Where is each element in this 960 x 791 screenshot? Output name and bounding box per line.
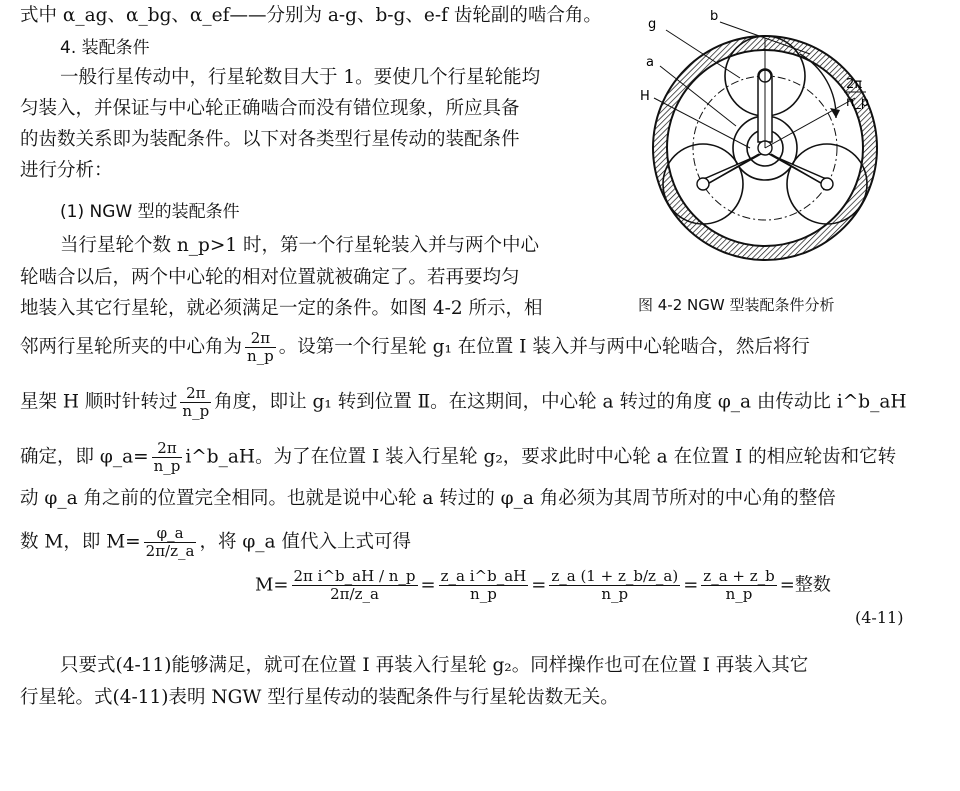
text-segment: ，将 φ_a 值代入上式可得	[199, 531, 411, 553]
paragraph-line: 的齿数关系即为装配条件。以下对各类型行星传动的装配条件	[20, 129, 520, 150]
fraction-denominator: 2π/z_a	[330, 585, 379, 603]
fraction-numerator: 2π	[180, 385, 211, 403]
text-segment: i^b_aH。为了在位置 Ⅰ 装入行星轮 g₂，要求此时中心轮 a 在位置 Ⅰ 的相应轮齿和它转	[185, 446, 897, 468]
figure-angle-numerator: 2π	[846, 77, 863, 92]
ngw-planetary-gear-figure	[640, 8, 920, 278]
equation-fraction-1	[292, 568, 418, 603]
equation-lhs: M=	[255, 574, 289, 596]
equation-fraction-4	[701, 568, 776, 603]
paragraph-line: 地装入其它行星轮，就必须满足一定的条件。如图 4-2 所示，相	[20, 298, 543, 319]
paragraph-line-carrier-rotation	[20, 385, 940, 420]
fraction-2pi-np	[152, 440, 183, 475]
paragraph-line-phi-definition	[20, 440, 940, 475]
subsection-heading-ngw: (1) NGW 型的装配条件	[60, 202, 240, 222]
section-heading-assembly: 4. 装配条件	[60, 38, 150, 58]
figure-angle-denominator: n_p	[846, 95, 869, 110]
figure-label-b: b	[710, 9, 719, 24]
fraction-denominator: n_p	[470, 585, 497, 603]
paragraph-line: 行星轮。式(4-11)表明 NGW 型行星传动的装配条件与行星轮齿数无关。	[20, 687, 619, 708]
fraction-numerator: 2π i^b_aH / n_p	[293, 567, 416, 585]
fraction-denominator: n_p	[247, 347, 274, 365]
symbol-definition-line: 式中 α_ag、α_bg、α_ef——分别为 a-g、b-g、e-f 齿轮副的啮合角。	[20, 5, 602, 26]
fraction-denominator: n_p	[601, 585, 629, 603]
fraction-numerator: φ_a	[144, 525, 197, 543]
figure-label-a: a	[646, 55, 654, 70]
fraction-denominator: n_p	[725, 585, 753, 603]
fraction-numerator: z_a + z_b	[703, 567, 775, 585]
equation-result: =整数	[779, 574, 831, 596]
text-segment: 数 M，即 M=	[20, 531, 141, 553]
paragraph-line: 只要式(4-11)能够满足，就可在位置 Ⅰ 再装入行星轮 g₂。同样操作也可在位置 Ⅰ 再装入其它	[60, 655, 809, 676]
text-segment: 确定，即 φ_a=	[20, 446, 149, 468]
fraction-numerator: 2π	[152, 440, 183, 458]
planet-pin	[821, 178, 833, 190]
figure-caption: 图 4-2 NGW 型装配条件分析	[638, 296, 835, 314]
fraction-denominator: n_p	[153, 457, 181, 475]
fraction-denominator: n_p	[182, 402, 210, 420]
equation-fraction-3	[549, 568, 680, 603]
paragraph-line: 当行星轮个数 n_p>1 时，第一个行星轮装入并与两个中心	[60, 235, 540, 256]
figure-label-H: H	[640, 89, 650, 104]
fraction-2pi-np	[180, 385, 211, 420]
fraction-denominator: 2π/z_a	[145, 542, 195, 560]
fraction-phi-over-2pi-za	[144, 525, 197, 560]
paragraph-line-m-definition	[20, 525, 940, 560]
paragraph-line: 匀装入，并保证与中心轮正确啮合而没有错位现象，所应具备	[20, 98, 520, 119]
figure-label-g: g	[648, 17, 657, 32]
text-segment: 邻两行星轮所夹的中心角为	[20, 336, 243, 358]
fraction-numerator: z_a i^b_aH	[440, 567, 527, 585]
paragraph-line: 轮啮合以后，两个中心轮的相对位置就被确定了。若再要均匀	[20, 267, 520, 288]
equation-4-11: M= $\frac{\text{2π i\textasciicircum{}b\_aH / n\_p}}{2\pi/z\_a}$ = $\frac{\text{z\_a i\textasciicircum{}b\_aH}}{n\_p}$ = $\frac{z\_a (1 + z\_b/z\_a)}{n\_p}$ = $\frac{z\_a + z\_b}{n\_p}$ =整数	[255, 567, 831, 603]
equation-number: (4-11)	[855, 608, 904, 627]
text-segment: 星架 H 顺时针转过	[20, 391, 178, 413]
paragraph-line: 进行分析：	[20, 160, 113, 181]
fraction-numerator: 2π	[245, 330, 276, 348]
paragraph-line: 动 φ_a 角之前的位置完全相同。也就是说中心轮 a 转过的 φ_a 角必须为其周节所对的中心角的整倍	[20, 488, 836, 509]
paragraph-line-central-angle	[20, 330, 940, 365]
fraction-numerator: z_a (1 + z_b/z_a)	[551, 567, 679, 585]
planet-pin	[697, 178, 709, 190]
text-segment: 。设第一个行星轮 g₁ 在位置 Ⅰ 装入并与两中心轮啮合，然后将行	[278, 336, 810, 358]
paragraph-line: 一般行星传动中，行星轮数目大于 1。要使几个行星轮能均	[60, 67, 541, 88]
text-segment: 角度，即让 g₁ 转到位置 Ⅱ。在这期间，中心轮 a 转过的角度 φ_a 由传动比 i^b_aH	[214, 391, 907, 413]
equation-fraction-2	[439, 568, 529, 603]
fraction-2pi-np	[245, 330, 276, 365]
